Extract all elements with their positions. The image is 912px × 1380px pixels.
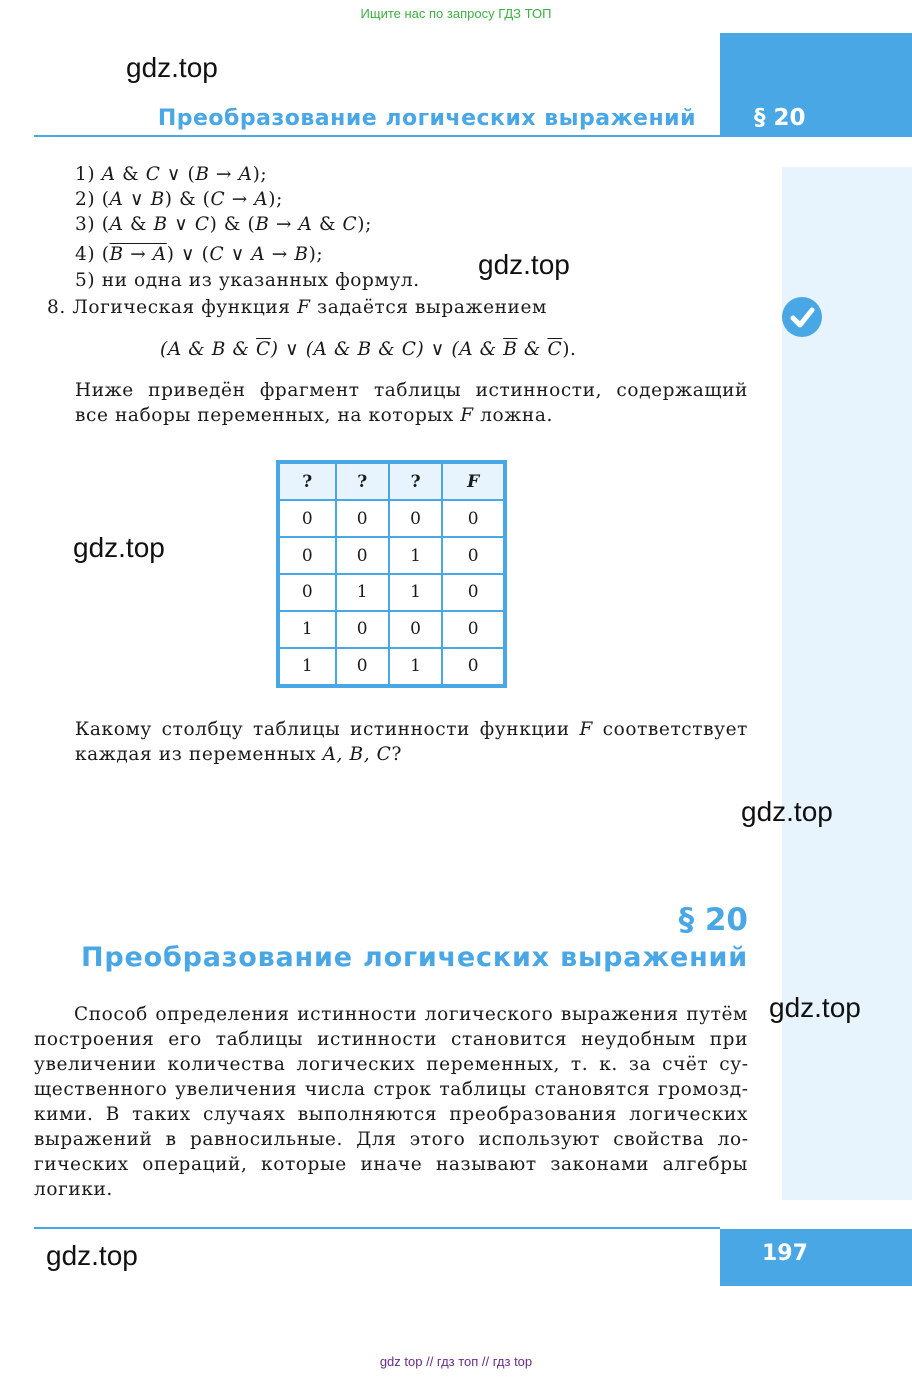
header-title: Преобразование логических выражений xyxy=(157,106,696,131)
page-number-box xyxy=(720,1229,912,1286)
table-cell: 0 xyxy=(389,611,442,648)
table-row xyxy=(278,648,505,687)
section-number: § 20 xyxy=(678,902,748,938)
header-section-number: § 20 xyxy=(754,105,806,131)
bottom-note: gdz top // гдз топ // гдз top xyxy=(379,1354,533,1369)
table-cell: 1 xyxy=(389,574,442,611)
check-icon xyxy=(782,297,822,337)
table-cell: 1 xyxy=(278,648,336,687)
table-header-cell: ? xyxy=(336,462,389,500)
watermark: gdz.top xyxy=(73,532,165,563)
table-header-cell: ? xyxy=(278,462,336,500)
task-8-question: Какому столбцу таблицы истинности функции F соответствует каждая из переменных A, B, C? xyxy=(75,719,748,765)
header-rule xyxy=(34,135,720,137)
table-cell: 0 xyxy=(442,537,505,574)
header-section-box xyxy=(720,33,912,137)
watermark: gdz.top xyxy=(126,52,218,83)
table-row xyxy=(278,611,505,648)
truth-table xyxy=(276,460,507,688)
watermark: gdz.top xyxy=(46,1240,138,1271)
option-1: 1) A & C ∨ (B → A); xyxy=(75,164,268,185)
section-title: Преобразование логических выражений xyxy=(81,942,748,973)
table-cell: 0 xyxy=(278,537,336,574)
watermark: gdz.top xyxy=(769,992,861,1023)
table-cell: 0 xyxy=(278,500,336,537)
table-row xyxy=(278,500,505,537)
watermark: gdz.top xyxy=(478,249,570,280)
table-cell: 1 xyxy=(389,648,442,687)
table-cell: 0 xyxy=(336,500,389,537)
watermark: gdz.top xyxy=(741,796,833,827)
top-search-note: Ищите нас по запросу ГДЗ ТОП xyxy=(360,6,552,21)
task-number: 8. xyxy=(47,297,66,318)
table-header-cell: ? xyxy=(389,462,442,500)
table-cell: 0 xyxy=(336,611,389,648)
table-cell: 0 xyxy=(278,574,336,611)
footer-rule xyxy=(34,1227,720,1229)
table-cell: 0 xyxy=(442,611,505,648)
table-cell: 1 xyxy=(336,574,389,611)
section-paragraph: Способ определения истинности логического выражения путём построения его таблицы истинности становится неудобным при увеличении количества логических переменных, т. к. за счёт существенного увеличения числа строк таблицы становятся громоздкими. В таких случаях выполняются преобразования логических выражений в равносильные. Для этого используют свойства логических операций, которые иначе называют законами алгебры логики. xyxy=(34,1004,748,1200)
task-8-intro: 8. Логическая функция F задаётся выражением xyxy=(47,297,548,318)
table-row xyxy=(278,574,505,611)
table-cell: 0 xyxy=(336,648,389,687)
option-5: 5) ни одна из указанных формул. xyxy=(75,270,420,291)
task-8-formula: (A & B & $\overline{C}$) ∨ (A & B & C) ∨ (A & $\overline{B}$ & $\overline{C}$). xyxy=(160,339,577,360)
table-cell: 1 xyxy=(389,537,442,574)
table-header-row xyxy=(278,462,505,500)
table-cell: 0 xyxy=(389,500,442,537)
table-header-cell: F xyxy=(442,462,505,500)
table-row xyxy=(278,537,505,574)
table-cell: 0 xyxy=(336,537,389,574)
table-cell: 0 xyxy=(442,500,505,537)
option-4: 4) (B → A) ∨ (C ∨ A → B); xyxy=(75,244,324,265)
task-8-description: Ниже приведён фрагмент таблицы истинности, содержащий все наборы переменных, на которых F ложна. xyxy=(75,380,748,426)
table-cell: 0 xyxy=(442,574,505,611)
option-3: 3) (A & B ∨ C) & (B → A & C); xyxy=(75,214,372,235)
page-number: 197 xyxy=(762,1241,808,1266)
table-cell: 1 xyxy=(278,611,336,648)
option-2: 2) (A ∨ B) & (C → A); xyxy=(75,189,283,210)
table-cell: 0 xyxy=(442,648,505,687)
